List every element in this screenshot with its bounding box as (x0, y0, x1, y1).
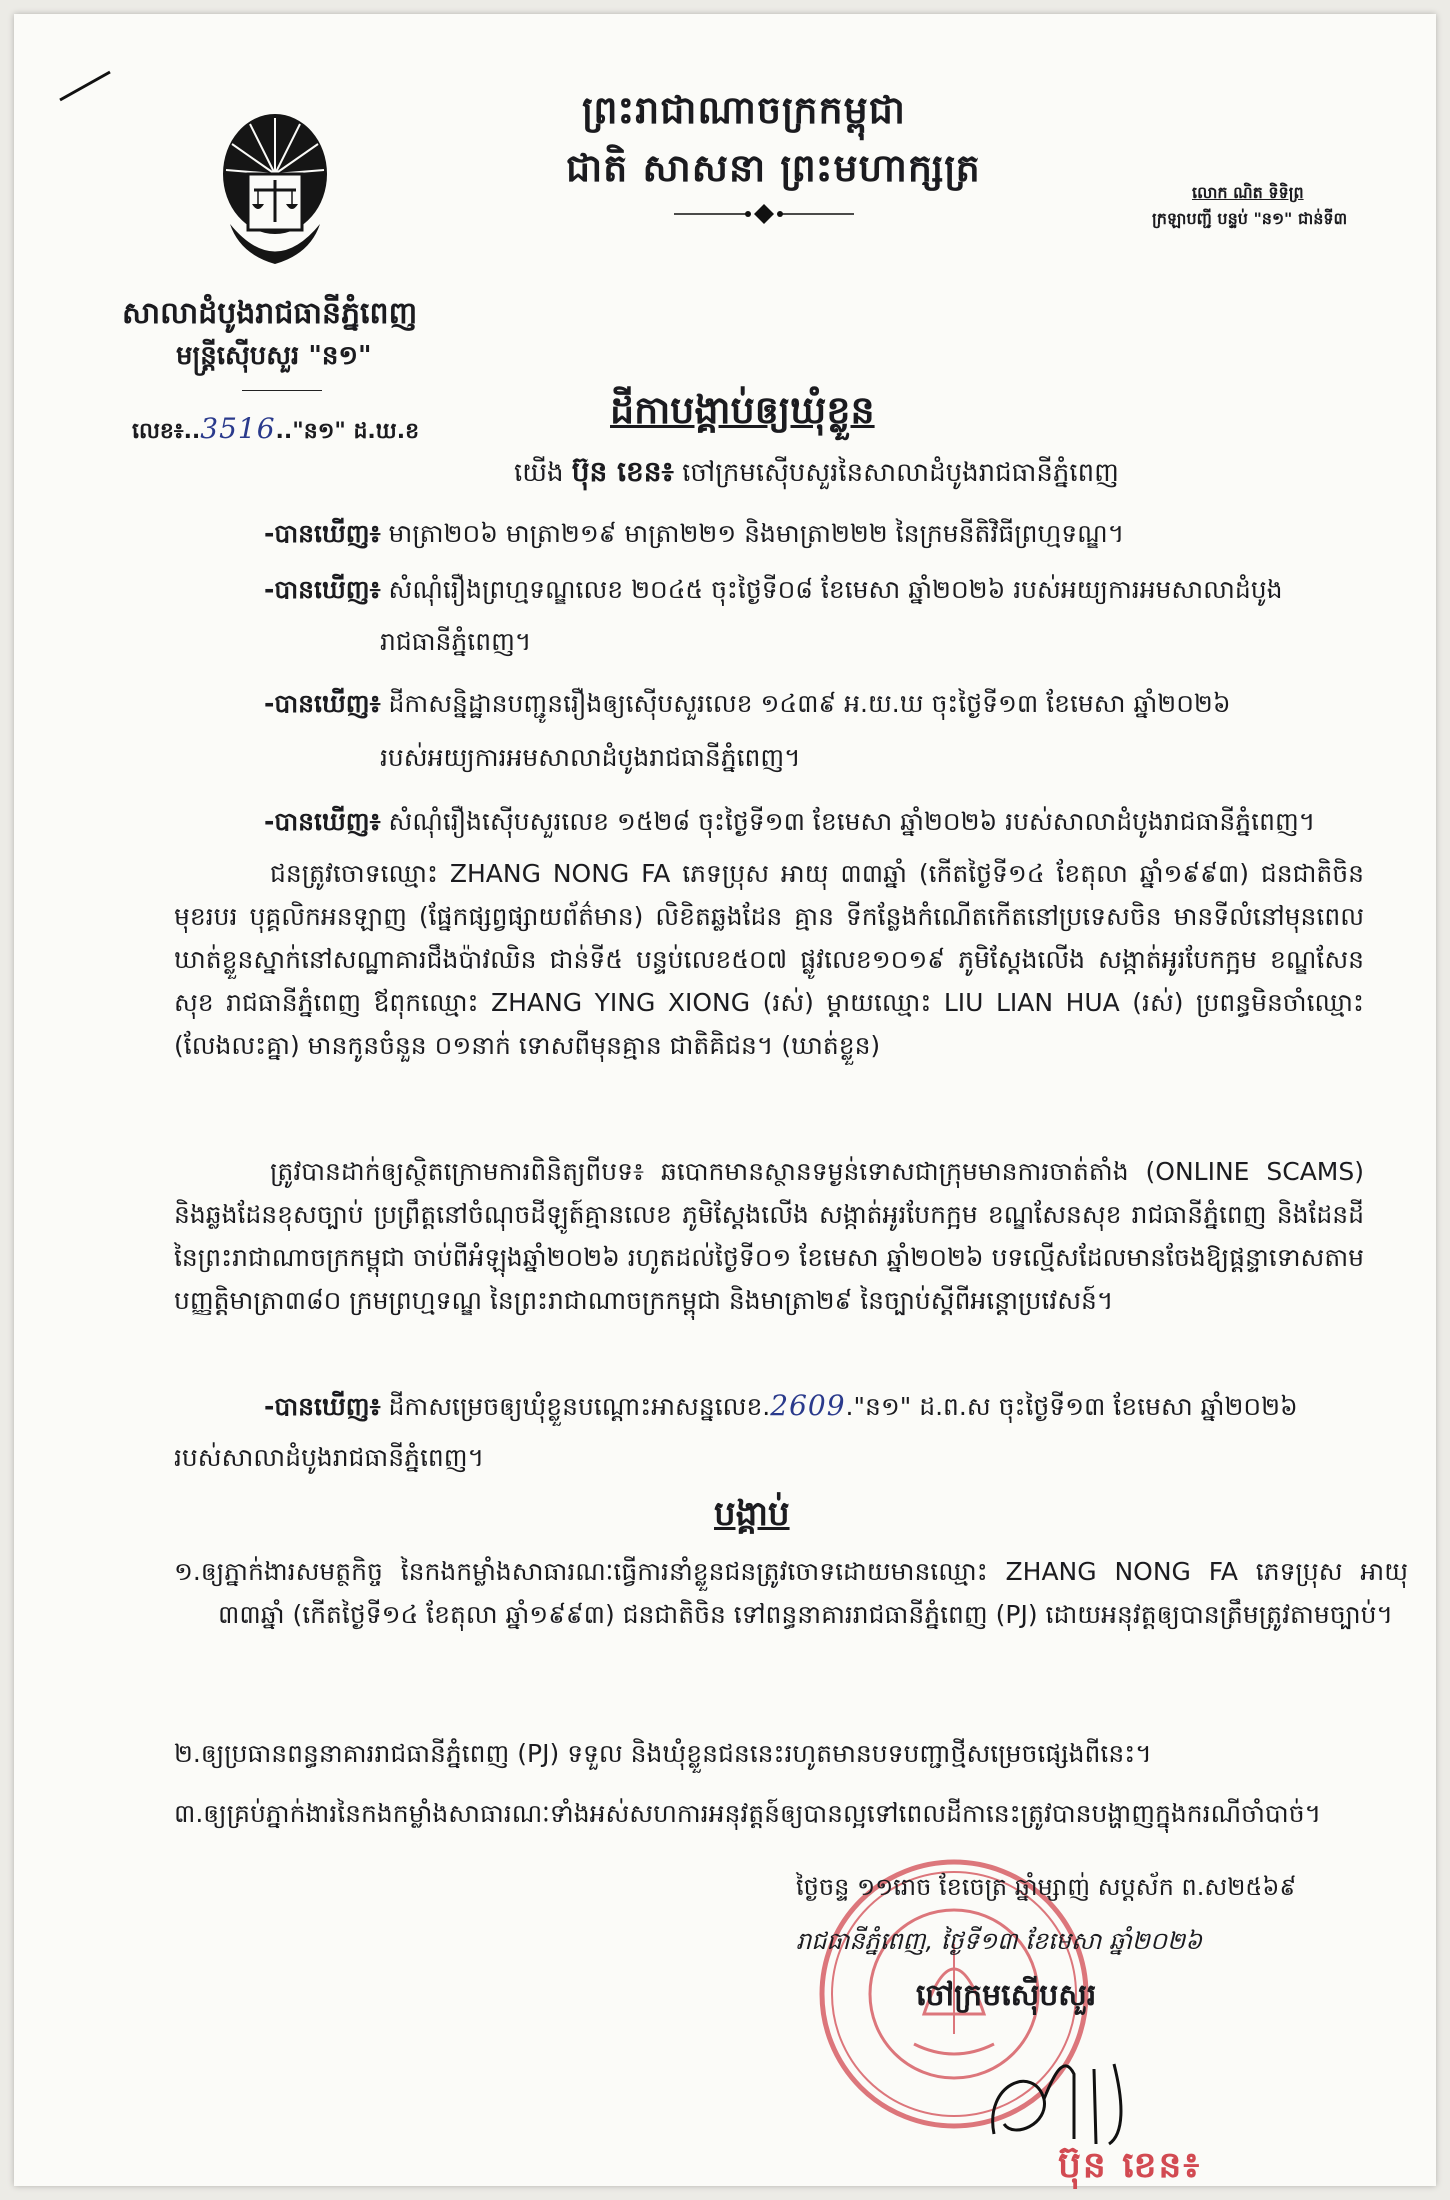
court-emblem-icon (210, 104, 340, 274)
judge-name-stamp: ប៊ុន ខេន៖ (1058, 2145, 1202, 2186)
judge-name-inline: ប៊ុន ខេន៖ (571, 455, 674, 488)
number-suffix: .."ន១" ដ.ឃ.ខ (275, 419, 420, 444)
ornament-divider (674, 202, 854, 226)
office-name: មន្ត្រីស៊ើបសួរ "ន១" (176, 341, 372, 371)
consideration-label: -បានឃើញ៖ (264, 689, 381, 718)
consideration-item (264, 568, 1364, 611)
court-name: សាលាដំបូងរាជធានីភ្នំពេញ (122, 296, 418, 331)
charge-paragraph: ត្រូវបានដាក់ឲ្យស្ថិតក្រោមការពិនិត្យពីបទ៖ ឆបោកមានស្ថានទម្ងន់ទោសជាក្រុមមានការចាត់តាំង (ONLINE SCAMS) និងឆ្លងដែនខុសច្បាប់ ប្រព្រឹត្តនៅចំណុចដីឡូត៍គ្មានលេខ ភូមិស្តែងលើង សង្កាត់អូរបែកក្អម ខណ្ឌសែនសុខ រាជធានីភ្នំពេញ និងដែនដីនៃព្រះរាជាណាចក្រកម្ពុជា ចាប់ពីអំឡុងឆ្នាំ២០២៦ រហូតដល់ថ្ងៃទី០១ ខែមេសា ឆ្នាំ២០២៦ បទល្មើសដែលមានចែងឱ្យផ្តន្ទាទោសតាមបញ្ញត្តិមាត្រា៣៨០ ក្រមព្រហ្មទណ្ឌ នៃព្រះរាជាណាចក្រកម្ពុជា និងមាត្រា២៩ នៃច្បាប់ស្តីពីអន្តោប្រវេសន៍។ (174, 1157, 1365, 1315)
detention-text-before: ដីកាសម្រេចឲ្យឃុំខ្លួនបណ្តោះអាសន្នលេខ. (388, 1392, 771, 1421)
consideration-text: សំណុំរឿងព្រហ្មទណ្ឌលេខ ២០៤៥ ចុះថ្ងៃទី០៨ ខែមេសា ឆ្នាំ២០២៦ របស់អយ្យការអមសាលាដំបូង (388, 575, 1283, 604)
judge-intro-line (514, 454, 1119, 495)
pen-stroke-mark (56, 66, 116, 106)
number-prefix: លេខ៖.. (132, 419, 201, 444)
handwritten-detention-number: 2609 (770, 1389, 846, 1422)
detention-text-after: ."ន១" ដ.ព.ស ចុះថ្ងៃទី១៣ ខែមេសា ឆ្នាំ២០២៦ (845, 1392, 1298, 1421)
header-rule (242, 390, 322, 391)
consideration-text: ដីកាសន្និដ្ឋានបញ្ជូនរឿងឲ្យស៊ើបសួរលេខ ១៤៣៩ អ.យ.ឃ ចុះថ្ងៃទី១៣ ខែមេសា ឆ្នាំ២០២៦ (388, 689, 1231, 718)
consideration-text: មាត្រា២០៦ មាត្រា២១៩ មាត្រា២២១ និងមាត្រា២២២ នៃក្រមនីតិវិធីព្រហ្មទណ្ឌ។ (388, 519, 1125, 548)
consideration-label: -បានឃើញ៖ (264, 1392, 381, 1421)
we-prefix: យើង (514, 458, 564, 488)
order-item: ២.ឲ្យប្រធានពន្ធនាគាររាជធានីភ្នំពេញ (PJ) ទទួល និងឃុំខ្លួនជននេះរហូតមានបទបញ្ជាថ្មីសម្រេចផ្សេងពីនេះ។ (174, 1739, 1152, 1768)
place-date-line: រាជធានីភ្នំពេញ, ថ្ងៃទី១៣ ខែមេសា ឆ្នាំ២០២៦ (796, 1927, 1203, 1955)
lunar-date-line: ថ្ងៃចន្ទ ១១រោច ខែចេត្រ ឆ្នាំម្សាញ់ សប្តស័ក ព.ស២៥៦៩ (796, 1873, 1297, 1901)
detention-consideration (264, 1384, 1364, 1428)
signatory-title: ចៅក្រមស៊ើបសួរ (916, 1978, 1097, 2013)
consideration-item (264, 682, 1364, 725)
consideration-text: សំណុំរឿងស៊ើបសួរលេខ ១៥២៨ ចុះថ្ងៃទី១៣ ខែមេសា ឆ្នាំ២០២៦ របស់សាលាដំបូងរាជធានីភ្នំពេញ។ (388, 807, 1316, 836)
judge-role: ចៅក្រមស៊ើបសួរនៃសាលាដំបូងរាជធានីភ្នំពេញ (682, 458, 1119, 488)
consideration-item (264, 512, 1364, 555)
registry-reference-line: ក្រឡាបញ្ជី បន្ទប់ "ន១" ជាន់ទី៣ (1152, 209, 1348, 228)
order-item: ៣.ឲ្យគ្រប់ភ្នាក់ងារនៃកងកម្លាំងសាធារណៈទាំងអស់សហការអនុវត្តន៍ឲ្យបានល្អទៅពេលដីកានេះត្រូវបានបង្ហាញក្នុងករណីចាំបាច់។ (174, 1799, 1322, 1828)
consideration-item (264, 800, 1364, 843)
motto-heading: ជាតិ សាសនា ព្រះមហាក្សត្រ (566, 146, 981, 190)
consideration-label: -បានឃើញ៖ (264, 807, 381, 836)
consideration-continuation: រាជធានីភ្នំពេញ។ (380, 627, 532, 656)
accused-details-paragraph: ជនត្រូវចោទឈ្មោះ ZHANG NONG FA ភេទប្រុស អាយុ ៣៣ឆ្នាំ (កើតថ្ងៃទី១៤ ខែតុលា ឆ្នាំ១៩៩៣) ជនជាតិចិន មុខរបរ បុគ្គលិកអនឡាញ (ផ្នែកផ្សព្វផ្សាយព័ត៌មាន) លិខិតឆ្លងដែន គ្មាន ទីកន្លែងកំណើតកើតនៅប្រទេសចិន មានទីលំនៅមុនពេលឃាត់ខ្លួនស្នាក់នៅសណ្ឋាគារជឹងប៉ាវឈិន ជាន់ទី៥ បន្ទប់លេខ៥០៧ ផ្លូវលេខ១០១៩ ភូមិស្តែងលើង សង្កាត់អូរបែកក្អម ខណ្ឌសែនសុខ រាជធានីភ្នំពេញ ឪពុកឈ្មោះ ZHANG YING XIONG (រស់) ម្តាយឈ្មោះ LIU LIAN HUA (រស់) ប្រពន្ធមិនចាំឈ្មោះ (លែងលះគ្នា) មានកូនចំនួន ០១នាក់ ទោសពីមុនគ្មាន ជាតិគិជន។ (ឃាត់ខ្លួន) (174, 859, 1364, 1060)
order-heading: បង្គាប់ (714, 1494, 790, 1534)
document-page (14, 14, 1436, 2186)
order-item: ១.ឲ្យភ្នាក់ងារសមត្ថកិច្ច នៃកងកម្លាំងសាធារណៈធ្វើការនាំខ្លួនជនត្រូវចោទដោយមានឈ្មោះ ZHANG NONG FA ភេទប្រុស អាយុ ៣៣ឆ្នាំ (កើតថ្ងៃទី១៤ ខែតុលា ឆ្នាំ១៩៩៣) ជនជាតិចិន ទៅពន្ធនាគាររាជធានីភ្នំពេញ (PJ) ដោយអនុវត្តឲ្យបានត្រឹមត្រូវតាមច្បាប់។ (174, 1557, 1408, 1629)
kingdom-heading: ព្រះរាជាណាចក្រកម្ពុជា (582, 88, 906, 132)
handwritten-document-number: 3516 (200, 412, 276, 445)
document-number-line (132, 412, 419, 449)
consideration-label: -បានឃើញ៖ (264, 575, 381, 604)
detention-consideration-continuation: របស់សាលាដំបូងរាជធានីភ្នំពេញ។ (174, 1443, 485, 1472)
handwritten-signature (974, 2044, 1174, 2154)
document-title: ដីកាបង្គាប់ឲ្យឃុំខ្លួន (610, 388, 875, 432)
consideration-label: -បានឃើញ៖ (264, 519, 381, 548)
clerk-reference-line: លោក ណិត ទិទិព្រ (1192, 183, 1304, 202)
consideration-continuation: របស់អយ្យការអមសាលាដំបូងរាជធានីភ្នំពេញ។ (380, 743, 801, 772)
